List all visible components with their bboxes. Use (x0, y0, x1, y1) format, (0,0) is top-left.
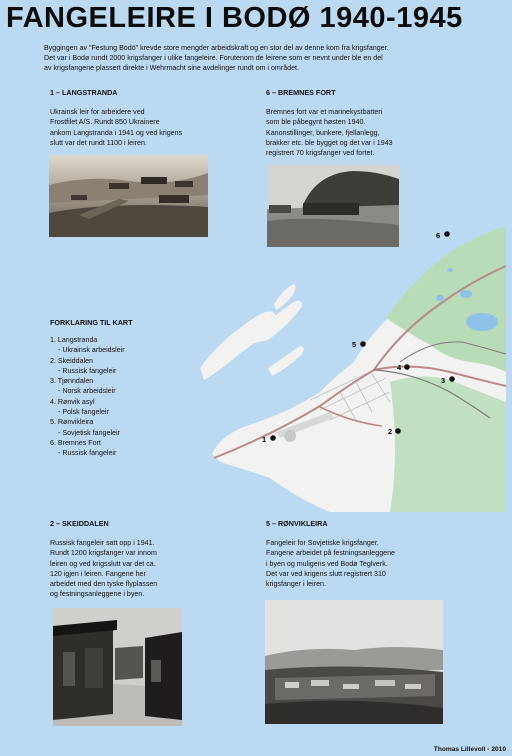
body-line: ankom Langstranda i 1941 og ved krigens (50, 128, 183, 137)
legend-item-name: 6. Bremnes Fort (50, 438, 101, 447)
body-line: leiren og ved krigsslutt var det ca. (50, 559, 156, 568)
map-legend (50, 335, 125, 459)
credit-text: Thomas Lillevoll - 2010 (433, 746, 506, 753)
section-title-skeiddalen: 2 – SKEIDDALEN (50, 519, 109, 528)
section-body-skeiddalen (50, 538, 157, 600)
legend-item-name: 4. Rønvik asyl (50, 397, 95, 406)
body-line: registrert 70 krigsfanger ved fortet. (266, 149, 375, 158)
body-line: Frostfilet A/S. Rundt 850 Ukrainere (50, 118, 160, 127)
intro-line: Det var i Bodø rundt 2000 krigsfanger i ulike fangeleire. Forutenom de leirene som er nevnt under ble en del (44, 54, 383, 62)
intro-line: av krigsfangene plassert direkte i Wehrmacht sine avdelinger rundt om i området. (44, 64, 299, 72)
legend-item-desc: - Russisk fangeleir (58, 449, 117, 458)
body-line: i byen og muligens ved Bodø Teglverk. (266, 559, 388, 568)
body-line: som ble påbegynt høsten 1940. (266, 118, 366, 127)
body-line: arbeidet med den tyske flyplassen (50, 580, 158, 589)
lake (436, 295, 444, 301)
section-body-bremnes (266, 107, 393, 158)
intro-line: Byggingen av "Festung Bodö" krevde store mengder arbeidskraft og en stor del av denne kom fra krigsfanger. (44, 44, 389, 52)
legend-item-name: 5. Rønvikleira (50, 418, 94, 427)
bodo-map (150, 222, 506, 512)
legend-item-name: 2. Skeiddalen (50, 356, 93, 365)
legend-item-desc: - Ukrainsk arbeidsleir (58, 346, 125, 355)
body-line: 120 igjen i leiren. Fangene her (50, 569, 146, 578)
marker-label: 6 (436, 231, 441, 240)
section-title-langstranda: 1 – LANGSTRANDA (50, 88, 118, 97)
legend-item-desc: - Norsk arbeidsleir (58, 387, 116, 396)
body-line: Kanonstillinger, bunkere, fjellanlegg, (266, 128, 380, 137)
legend-item-name: 1. Langstranda (50, 336, 98, 344)
body-line: slutt var det rundt 1100 i leiren. (50, 138, 147, 147)
section-body-langstranda (50, 107, 182, 148)
marker-label: 3 (441, 376, 446, 385)
marker-label: 4 (397, 363, 402, 372)
body-line: Fangeleir for Sovjetiske krigsfanger. (266, 539, 379, 547)
legend-item-desc: - Sovjetisk fangeleir (58, 428, 120, 437)
lake (460, 290, 472, 298)
body-line: og festningsanleggene i byen. (50, 590, 145, 599)
body-line: Rundt 1200 krigsfanger var innom (50, 549, 157, 558)
marker-label: 2 (388, 427, 393, 436)
legend-item-desc: - Polsk fangeleir (58, 408, 109, 417)
body-line: Bremnes fort var et marinekystbatteri (266, 108, 383, 116)
body-line: Det var ved krigens slutt registrert 310 (266, 569, 386, 578)
lake (447, 268, 453, 272)
photo-ronvikleira (265, 600, 443, 724)
section-title-bremnes: 6 – BREMNES FORT (266, 88, 336, 97)
body-line: Ukrainsk leir for arbeidere ved (50, 108, 145, 116)
map-marker-6 (436, 231, 450, 240)
section-body-ronvikleira (266, 538, 395, 589)
airport-area (284, 430, 296, 442)
body-line: Russisk fangeleir satt opp i 1941. (50, 539, 155, 547)
body-line: brakker etc. ble bygget og det var i 1943 (266, 138, 393, 147)
island (268, 346, 304, 376)
lake (466, 313, 498, 331)
legend-item-desc: - Russisk fangeleir (58, 366, 117, 375)
legend-item-name: 3. Tjønndalen (50, 377, 94, 386)
legend-title: FORKLARING TIL KART (50, 318, 133, 327)
green-terrain (390, 376, 506, 512)
page-title: FANGELEIRE I BODØ 1940-1945 (6, 2, 463, 34)
section-title-ronvikleira: 5 – RØNVIKLEIRA (266, 519, 328, 528)
marker-label: 1 (262, 435, 267, 444)
body-line: krigsfanger i leiren. (266, 580, 326, 589)
island (200, 311, 276, 380)
body-line: Fangene arbeidet på festningsanleggene (266, 549, 395, 558)
intro-text (44, 43, 464, 73)
photo-skeiddalen (53, 608, 182, 726)
marker-label: 5 (352, 340, 357, 349)
